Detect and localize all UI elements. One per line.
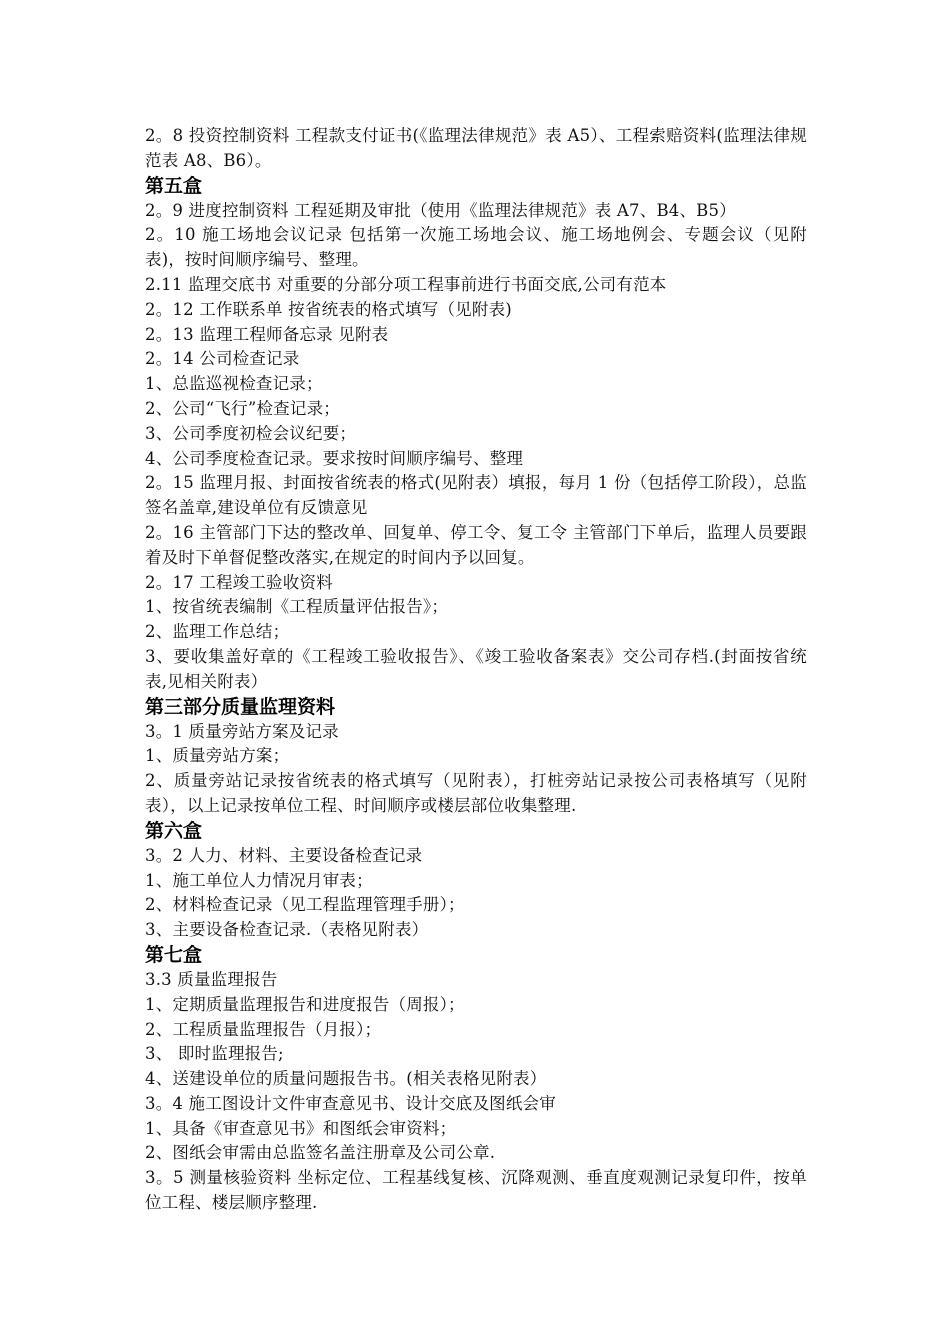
text-line: 3。5 测量核验资料 坐标定位、工程基线复核、沉降观测、垂直度观测记录复印件，按单位工程、楼层顺序整理.	[145, 1168, 807, 1213]
list-item: 1、具备《审查意见书》和图纸会审资料；	[145, 1118, 457, 1138]
list-item: 3、要收集盖好章的《工程竣工验收报告》、《竣工验收备案表》交公司存档.(封面按省统表,见相关附表）	[145, 646, 807, 691]
list-item: 2、公司“飞行”检查记录；	[145, 398, 340, 418]
text-line: 2。10 施工场地会议记录 包括第一次施工场地会议、施工场地例会、专题会议（见附表)，按时间顺序编号、整理。	[145, 225, 807, 270]
list-item: 2、材料检查记录（见工程监理管理手册）；	[145, 895, 465, 915]
list-item: 1、质量旁站方案；	[145, 746, 290, 766]
list-item: 2、质量旁站记录按省统表的格式填写（见附表），打桩旁站记录按公司表格填写（见附表），以上记录按单位工程、时间顺序或楼层部位收集整理.	[145, 771, 807, 815]
list-item: 4、送建设单位的质量问题报告书。(相关表格见附表）	[145, 1069, 547, 1089]
text-line: 2.11 监理交底书 对重要的分部分项工程事前进行书面交底,公司有范本	[145, 274, 667, 294]
text-line: 2。17 工程竣工验收资料	[145, 572, 333, 592]
text-line: 2。12 工作联系单 按省统表的格式填写（见附表)	[145, 299, 512, 319]
section-heading: 第七盒	[145, 943, 203, 966]
text-line: 2。13 监理工程师备忘录 见附表	[145, 324, 389, 344]
text-line: 3。1 质量旁站方案及记录	[145, 721, 339, 741]
list-item: 3、 即时监理报告;	[145, 1044, 284, 1064]
list-item: 1、按省统表编制《工程质量评估报告》；	[145, 597, 449, 617]
text-line: 2。14 公司检查记录	[145, 349, 300, 369]
document-page	[145, 124, 807, 1216]
section-heading: 第五盒	[145, 174, 203, 197]
list-item: 4、公司季度检查记录。要求按时间顺序编号、整理	[145, 448, 524, 468]
list-item: 1、施工单位人力情况月审表；	[145, 870, 373, 890]
text-line: 2。15 监理月报、封面按省统表的格式(见附表）填报，每月 1 份（包括停工阶段），总监签名盖章,建设单位有反馈意见	[145, 473, 807, 518]
text-line: 3。4 施工图设计文件审查意见书、设计交底及图纸会审	[145, 1093, 556, 1113]
text-line: 3.3 质量监理报告	[145, 969, 278, 989]
list-item: 1、总监巡视检查记录；	[145, 374, 323, 394]
text-line: 2。16 主管部门下达的整改单、回复单、停工令、复工令 主管部门下单后，监理人员要跟着及时下单督促整改落实,在规定的时间内予以回复。	[145, 522, 807, 567]
text-line: 2。8 投资控制资料 工程款支付证书(《监理法律规范》表 A5）、工程索赔资料(监理法律规范表 A8、B6）。	[145, 126, 807, 170]
section-heading: 第三部分质量监理资料	[145, 695, 336, 718]
text-line: 2。9 进度控制资料 工程延期及审批（使用《监理法律规范》表 A7、B4、B5）	[145, 200, 736, 220]
list-item: 3、公司季度初检会议纪要；	[145, 423, 357, 443]
list-item: 2、图纸会审需由总监签名盖注册章及公司公章.	[145, 1143, 496, 1163]
list-item: 2、工程质量监理报告（月报）；	[145, 1019, 382, 1039]
section-heading: 第六盒	[145, 819, 203, 842]
list-item: 2、监理工作总结；	[145, 622, 290, 642]
list-item: 3、主要设备检查记录.（表格见附表）	[145, 920, 429, 940]
text-line: 3。2 人力、材料、主要设备检查记录	[145, 845, 423, 865]
list-item: 1、定期质量监理报告和进度报告（周报）；	[145, 994, 465, 1014]
